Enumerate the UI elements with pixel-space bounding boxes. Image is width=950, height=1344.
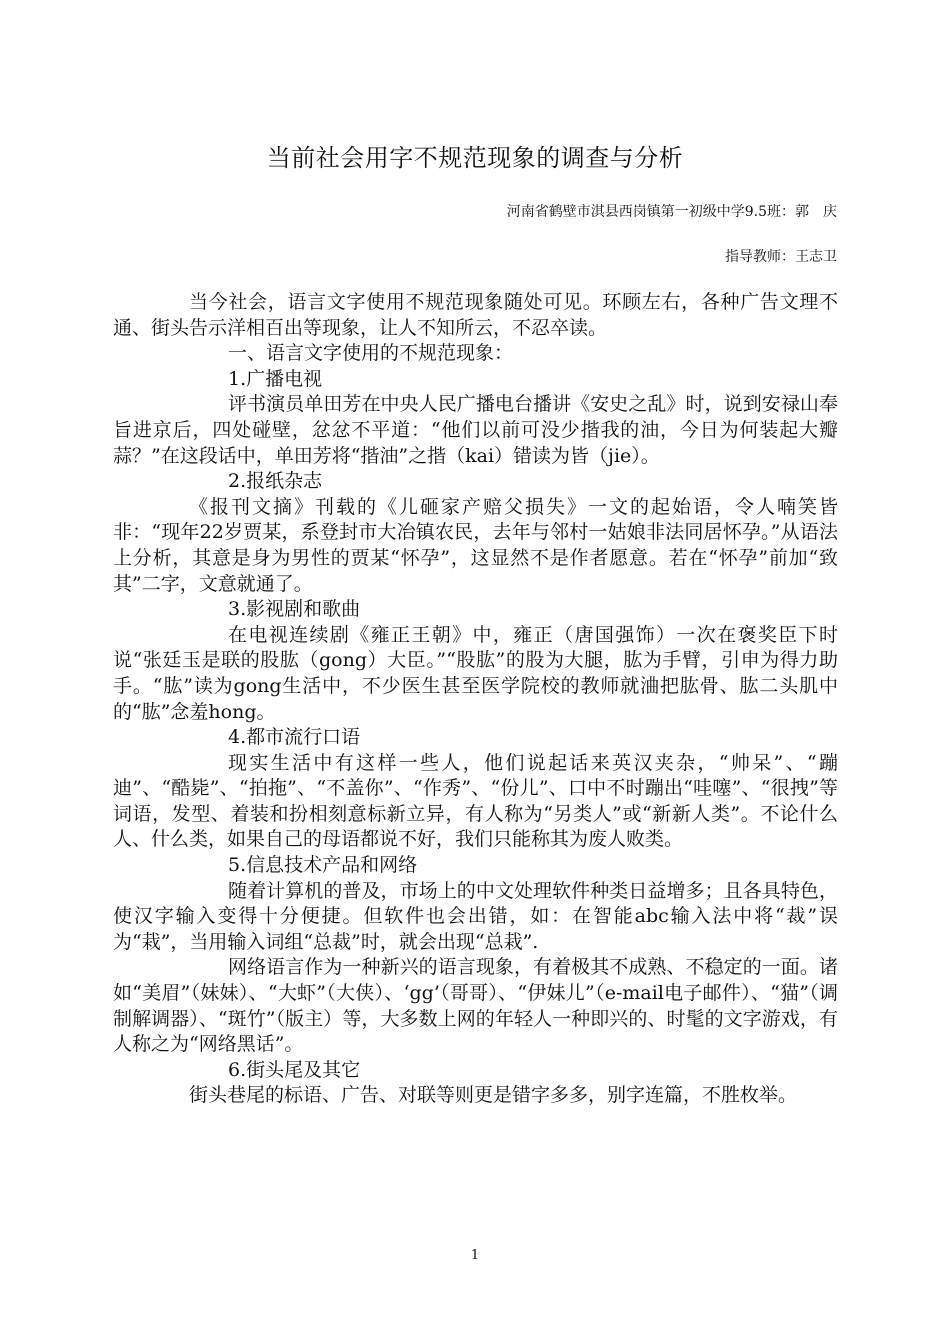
paragraph-slang: 现实生活中有这样一些人，他们说起话来英汉夹杂，“帅呆”、“蹦迪”、“酷毙”、“拍拖”、“不盖你”、“作秀”、“份儿”、口中不时蹦出“哇噻”、“很拽”等词语，发型、着装和扮相刻意标新立异，有人称为“另类人”或“新新人类”。不论什么人、什么类，如果自己的母语都说不好，我们只能称其为废人败类。 bbox=[113, 751, 838, 851]
advisor-line: 指导教师：王志卫 bbox=[725, 249, 837, 265]
subheading-film: 3.影视剧和歌曲 bbox=[228, 598, 361, 621]
subheading-broadcast: 1.广播电视 bbox=[228, 367, 323, 390]
author-line: 河南省鹤壁市淇县西岗镇第一初级中学9.5班：郭 庆 bbox=[506, 204, 837, 220]
subheading-street: 6.街头尾及其它 bbox=[228, 1058, 361, 1081]
document-title: 当前社会用字不规范现象的调查与分析 bbox=[266, 144, 684, 172]
paragraph-film: 在电视连续剧《雍正王朝》中，雍正（唐国强饰）一次在褒奖臣下时说“张廷玉是联的股肱（gong）大臣。”“股肱”的股为大腿，肱为手臂，引申为得力助手。“肱”读为gong生活中，不少医生甚至医学院校的教师就浀把肱骨、肱二头肌中的“肱”念羞hong。 bbox=[113, 623, 838, 723]
section-heading: 一、语言文字使用的不规范现象： bbox=[228, 342, 514, 365]
paragraph-internet-language: 网络语言作为一种新兴的语言现象，有着极其不成熟、不稳定的一面。诸如“美眉”（妹妹）、“大虾”（大侠）、‘gg’（哥哥）、“伊妹儿”（e-mail电子邮件）、“猫”（调制解调器）、“斑竹”（版主）等，大多数上网的年轻人一种即兴的、时髦的文字游戏，有人称之为“网络黑话”。 bbox=[113, 956, 838, 1056]
paragraph-software: 随着计算机的普及，市场上的中文处理软件种类日益增多；且各具特色，使汉字输入变得十分便捷。但软件也会出错，如：在智能abc输入法中将“裁”误为“栽”，当用输入词组“总裁”时，就会出现“总栽”. bbox=[113, 879, 838, 953]
page-number: 1 bbox=[470, 1248, 480, 1263]
document-body bbox=[113, 290, 838, 1109]
paragraph-broadcast: 评书演员单田芳在中央人民广播电台播讲《安史之乱》时，说到安禄山奉旨进京后，四处碰壁，忿忿不平道：“他们以前可没少揩我的油，今日为何装起大瓣蒜？”在这段话中，单田芳将“揩油”之揩（kai）错读为皆（jie）。 bbox=[113, 393, 838, 467]
subheading-internet: 5.信息技术产品和网络 bbox=[228, 854, 418, 877]
paragraph-street: 街头巷尾的标语、广告、对联等则更是错字多多，别字连篇，不胜枚举。 bbox=[189, 1084, 798, 1107]
paragraph-newspaper: 《报刊文摘》刊载的《儿砸家产赔父损失》一文的起始语，令人喃笑皆非：“现年22岁贾某，系登封市大冶镇农民，去年与邻村一姑娘非法同居怀孕。”从语法上分析，其意是身为男性的贾某“怀孕”，这显然不是作者愿意。若在“怀孕”前加“致其”二字，文意就通了。 bbox=[113, 495, 838, 595]
subheading-slang: 4.都市流行口语 bbox=[228, 726, 361, 749]
paragraph-intro: 当今社会，语言文字使用不规范现象随处可见。环顾左右，各种广告文理不通、街头告示洋相百出等现象，让人不知所云，不忍卒读。 bbox=[113, 291, 838, 339]
subheading-newspaper: 2.报纸杂志 bbox=[228, 470, 323, 493]
